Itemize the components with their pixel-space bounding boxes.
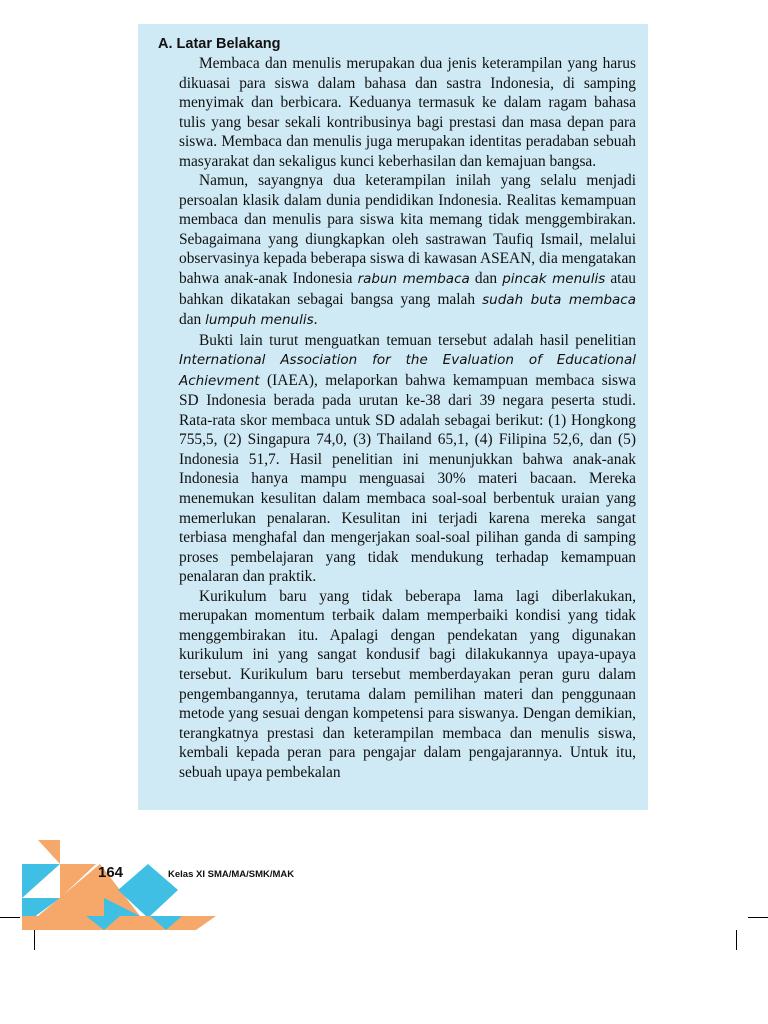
footer-triangle (38, 840, 60, 864)
section-heading: A. Latar Belakang (158, 36, 281, 52)
text-run: dan (179, 311, 206, 329)
crop-mark (0, 917, 20, 918)
text-run: . (313, 311, 318, 329)
italic-term: lumpuh menulis (205, 312, 314, 329)
text-run: dan (469, 270, 503, 288)
footer-decoration (0, 830, 320, 940)
paragraph-3 (179, 331, 636, 587)
text-run: Kurikulum baru yang tidak beberapa lama lagi diberlakukan, merupakan momentum terbaik dalam memperbaiki kondisi yang tidak menggembirakan itu. Apalagi dengan pendekatan yang digunakan kurikulum ini yang sangat kondusif bagi dilakukannya upaya-upaya tersebut. Kurikulum baru tersebut memberdayakan peran guru dalam pengembangannya, terutama dalam pemilihan materi dan penggunaan metode yang sesuai dengan kompetensi para siswanya. Dengan demikian, terangkatnya prestasi dan keterampilan membaca dan menulis siswa, kembali kepada peran para pengajar dalam pengajarannya. Untuk itu, sebuah upaya pembekalan (179, 587, 636, 781)
book-label: Kelas XI SMA/MA/SMK/MAK (168, 869, 295, 880)
section-body (158, 34, 636, 782)
footer-triangle (22, 864, 60, 898)
italic-term: International Association for the Evaluation of Educational Achievment (179, 352, 636, 389)
footer-triangle (22, 916, 216, 930)
italic-term: pincak menulis (502, 271, 606, 288)
text-run: atau bahkan dikatakan sebagai bangsa yang malah (179, 270, 636, 308)
text-run: Membaca dan menulis merupakan dua jenis keterampilan yang harus dikuasai para siswa dalam bahasa dan sastra Indonesia, di samping menyimak dan berbicara. Keduanya termasuk ke dalam ragam bahasa tulis yang besar sekali kontribusinya bagi prestasi dan masa depan para siswa. Membaca dan menulis juga merupakan identitas peradaban sebuah masyarakat dan sekaligus kunci keberhasilan dan kemajuan bangsa. (179, 55, 636, 170)
italic-term: rabun membaca (357, 271, 470, 288)
paragraph-2 (179, 171, 636, 330)
paragraph-4 (179, 587, 636, 782)
text-run: Bukti lain turut menguatkan temuan tersebut adalah hasil penelitian (199, 331, 636, 349)
italic-term: sudah buta membaca (482, 291, 637, 308)
crop-mark (34, 930, 35, 950)
crop-mark (736, 930, 737, 950)
text-run: (IAEA), melaporkan bahwa kemampuan membaca siswa SD Indonesia berada pada urutan ke-38 dari 39 negara peserta studi. Rata-rata skor membaca untuk SD adalah sebagai berikut: (1) Hongkong 755,5, (2) Singapura 74,0, (3) Thailand 65,1, (4) Filipina 52,6, dan (5) Indonesia 51,7. Hasil penelitian ini menunjukkan bahwa anak-anak Indonesia hanya mampu menguasai 30% materi bacaan. Mereka menemukan kesulitan dalam membaca soal-soal berbentuk uraian yang memerlukan penalaran. Kesulitan ini terjadi karena mereka sangat terbiasa menghafal dan mengerjakan soal-soal pilihan ganda di samping proses pembelajaran yang tidak mendukung terhadap kemampuan penalaran dan praktik. (179, 371, 636, 586)
page-number: 164 (98, 864, 124, 881)
text-run: Namun, sayangnya dua keterampilan inilah yang selalu menjadi persoalan klasik dalam dunia pendidikan Indonesia. Realitas kemampuan membaca dan menulis para siswa kita memang tidak menggembirakan. Sebagaimana yang diungkapkan oleh sastrawan Taufiq Ismail, melalui observasinya kepada beberapa siswa di kawasan ASEAN, dia mengatakan bahwa anak-anak Indonesia (179, 172, 636, 288)
crop-mark (748, 917, 768, 918)
paragraph-1 (179, 54, 636, 171)
